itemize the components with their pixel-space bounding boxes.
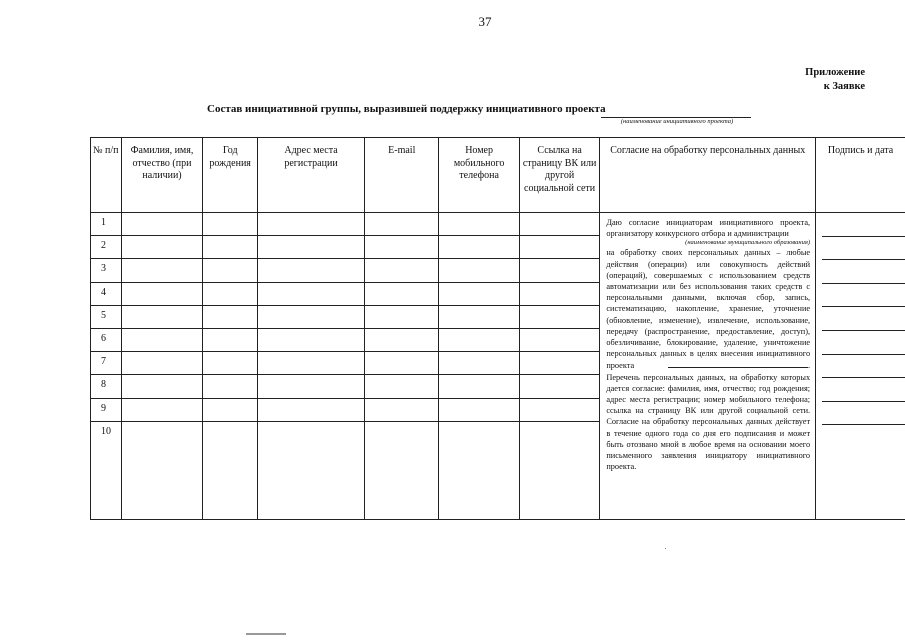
signature-slot[interactable]: [822, 307, 905, 331]
scan-mark: [246, 633, 286, 635]
email-cell[interactable]: [365, 305, 439, 328]
table-header-row: [91, 138, 905, 213]
header-number: № п/п: [91, 138, 122, 213]
birth-year-cell[interactable]: [203, 282, 257, 305]
header-consent: Согласие на обработку персональных данных: [600, 138, 816, 213]
table-row: [91, 213, 905, 236]
document-title: Состав инициативной группы, выразившей поддержку инициативного проекта: [207, 103, 606, 115]
address-cell[interactable]: [257, 213, 364, 236]
address-cell[interactable]: [257, 398, 364, 421]
email-cell[interactable]: [365, 352, 439, 375]
email-cell[interactable]: [365, 236, 439, 259]
consent-part-1: Даю согласие инициаторам инициативного проекта, организатору конкурсного отбора и администрации: [606, 218, 811, 239]
social-link-cell[interactable]: [519, 352, 599, 375]
name-cell[interactable]: [121, 398, 203, 421]
address-cell[interactable]: [257, 305, 364, 328]
phone-cell[interactable]: [439, 213, 520, 236]
birth-year-cell[interactable]: [203, 305, 257, 328]
social-link-cell[interactable]: [519, 328, 599, 351]
consent-part-3: . Перечень персональных данных, на обработку которых дается согласие: фамилия, имя, отчество; год рождения; адрес места регистрации; номер мобильного телефона; ссылка на страницу ВК или другой социальной сети. Согласие на обработку персональных данных действует в течение одного года со дня его подписания и может быть отозвано мной в любое время на основании моего письменного заявления инициатору инициативного проекта.: [606, 361, 811, 472]
page-number: 37: [478, 14, 492, 29]
consent-text: [606, 217, 810, 472]
address-cell[interactable]: [257, 421, 364, 519]
social-link-cell[interactable]: [519, 236, 599, 259]
birth-year-cell[interactable]: [203, 375, 257, 398]
consent-cell: [600, 213, 816, 520]
appendix-line-2: к Заявке: [823, 81, 865, 92]
email-cell[interactable]: [365, 398, 439, 421]
phone-cell[interactable]: [439, 375, 520, 398]
signature-slot[interactable]: [822, 213, 905, 237]
phone-cell[interactable]: [439, 305, 520, 328]
header-full-name: Фамилия, имя, отчество (при наличии): [121, 138, 203, 213]
social-link-cell[interactable]: [519, 398, 599, 421]
row-number: 8: [91, 375, 122, 398]
row-number: 7: [91, 352, 122, 375]
name-cell[interactable]: [121, 305, 203, 328]
phone-cell[interactable]: [439, 421, 520, 519]
birth-year-cell[interactable]: [203, 236, 257, 259]
project-name-note: (наименование инициативного проекта): [620, 118, 734, 125]
name-cell[interactable]: [121, 328, 203, 351]
row-number: 2: [91, 236, 122, 259]
phone-cell[interactable]: [439, 259, 520, 282]
header-address: Адрес места регистрации: [257, 138, 364, 213]
social-link-cell[interactable]: [519, 259, 599, 282]
phone-cell[interactable]: [439, 236, 520, 259]
social-link-cell[interactable]: [519, 421, 599, 519]
birth-year-cell[interactable]: [203, 259, 257, 282]
email-cell[interactable]: [365, 213, 439, 236]
row-number: 4: [91, 282, 122, 305]
email-cell[interactable]: [365, 259, 439, 282]
email-cell[interactable]: [365, 375, 439, 398]
phone-cell[interactable]: [439, 352, 520, 375]
name-cell[interactable]: [121, 236, 203, 259]
birth-year-cell[interactable]: [203, 352, 257, 375]
row-number: 3: [91, 259, 122, 282]
scan-speck: [665, 548, 666, 549]
header-phone: Номер мобильного телефона: [439, 138, 520, 213]
birth-year-cell[interactable]: [203, 421, 257, 519]
phone-cell[interactable]: [439, 282, 520, 305]
name-cell[interactable]: [121, 421, 203, 519]
signature-slot[interactable]: [822, 331, 905, 355]
address-cell[interactable]: [257, 328, 364, 351]
row-number: 5: [91, 305, 122, 328]
social-link-cell[interactable]: [519, 305, 599, 328]
project-blank-line: [668, 359, 808, 368]
email-cell[interactable]: [365, 282, 439, 305]
social-link-cell[interactable]: [519, 375, 599, 398]
signature-slot[interactable]: [822, 237, 905, 261]
birth-year-cell[interactable]: [203, 213, 257, 236]
row-number: 6: [91, 328, 122, 351]
email-cell[interactable]: [365, 421, 439, 519]
name-cell[interactable]: [121, 375, 203, 398]
row-number: 1: [91, 213, 122, 236]
initiative-group-table: [90, 137, 905, 520]
phone-cell[interactable]: [439, 398, 520, 421]
name-cell[interactable]: [121, 213, 203, 236]
address-cell[interactable]: [257, 282, 364, 305]
signature-slot[interactable]: [822, 284, 905, 308]
header-social-link: Ссылка на страницу ВК или другой социальной сети: [519, 138, 599, 213]
signature-slot[interactable]: [822, 355, 905, 379]
phone-cell[interactable]: [439, 328, 520, 351]
municipality-note: (наименование муниципального образования): [685, 239, 811, 247]
email-cell[interactable]: [365, 328, 439, 351]
header-birth-year: Год рождения: [203, 138, 257, 213]
address-cell[interactable]: [257, 259, 364, 282]
social-link-cell[interactable]: [519, 213, 599, 236]
signature-slot[interactable]: [822, 260, 905, 284]
name-cell[interactable]: [121, 352, 203, 375]
signature-slot[interactable]: [822, 378, 905, 402]
signature-slot[interactable]: [822, 402, 905, 426]
row-number: 9: [91, 398, 122, 421]
address-cell[interactable]: [257, 375, 364, 398]
header-email: E-mail: [365, 138, 439, 213]
social-link-cell[interactable]: [519, 282, 599, 305]
name-cell[interactable]: [121, 282, 203, 305]
birth-year-cell[interactable]: [203, 328, 257, 351]
appendix-label: [805, 66, 865, 94]
row-number: 10: [91, 421, 122, 519]
address-cell[interactable]: [257, 352, 364, 375]
signature-column: [816, 213, 905, 520]
address-cell[interactable]: [257, 236, 364, 259]
consent-part-2: на обработку своих персональных данных – любые действия (операции) или совокупность действий (операций), совершаемых с использованием средств автоматизации или без использования таких средств с персональными данными, включая сбор, запись, систематизацию, накопление, хранение, уточнение (обновление, изменение), извлечение, использование, передачу (распространение, предоставление, доступ), обезличивание, блокирование, удаление, уничтожение персональных данных в целях внесения инициативного проекта: [606, 248, 811, 371]
appendix-line-1: Приложение: [805, 67, 865, 78]
name-cell[interactable]: [121, 259, 203, 282]
header-signature: Подпись и дата: [816, 138, 905, 213]
birth-year-cell[interactable]: [203, 398, 257, 421]
